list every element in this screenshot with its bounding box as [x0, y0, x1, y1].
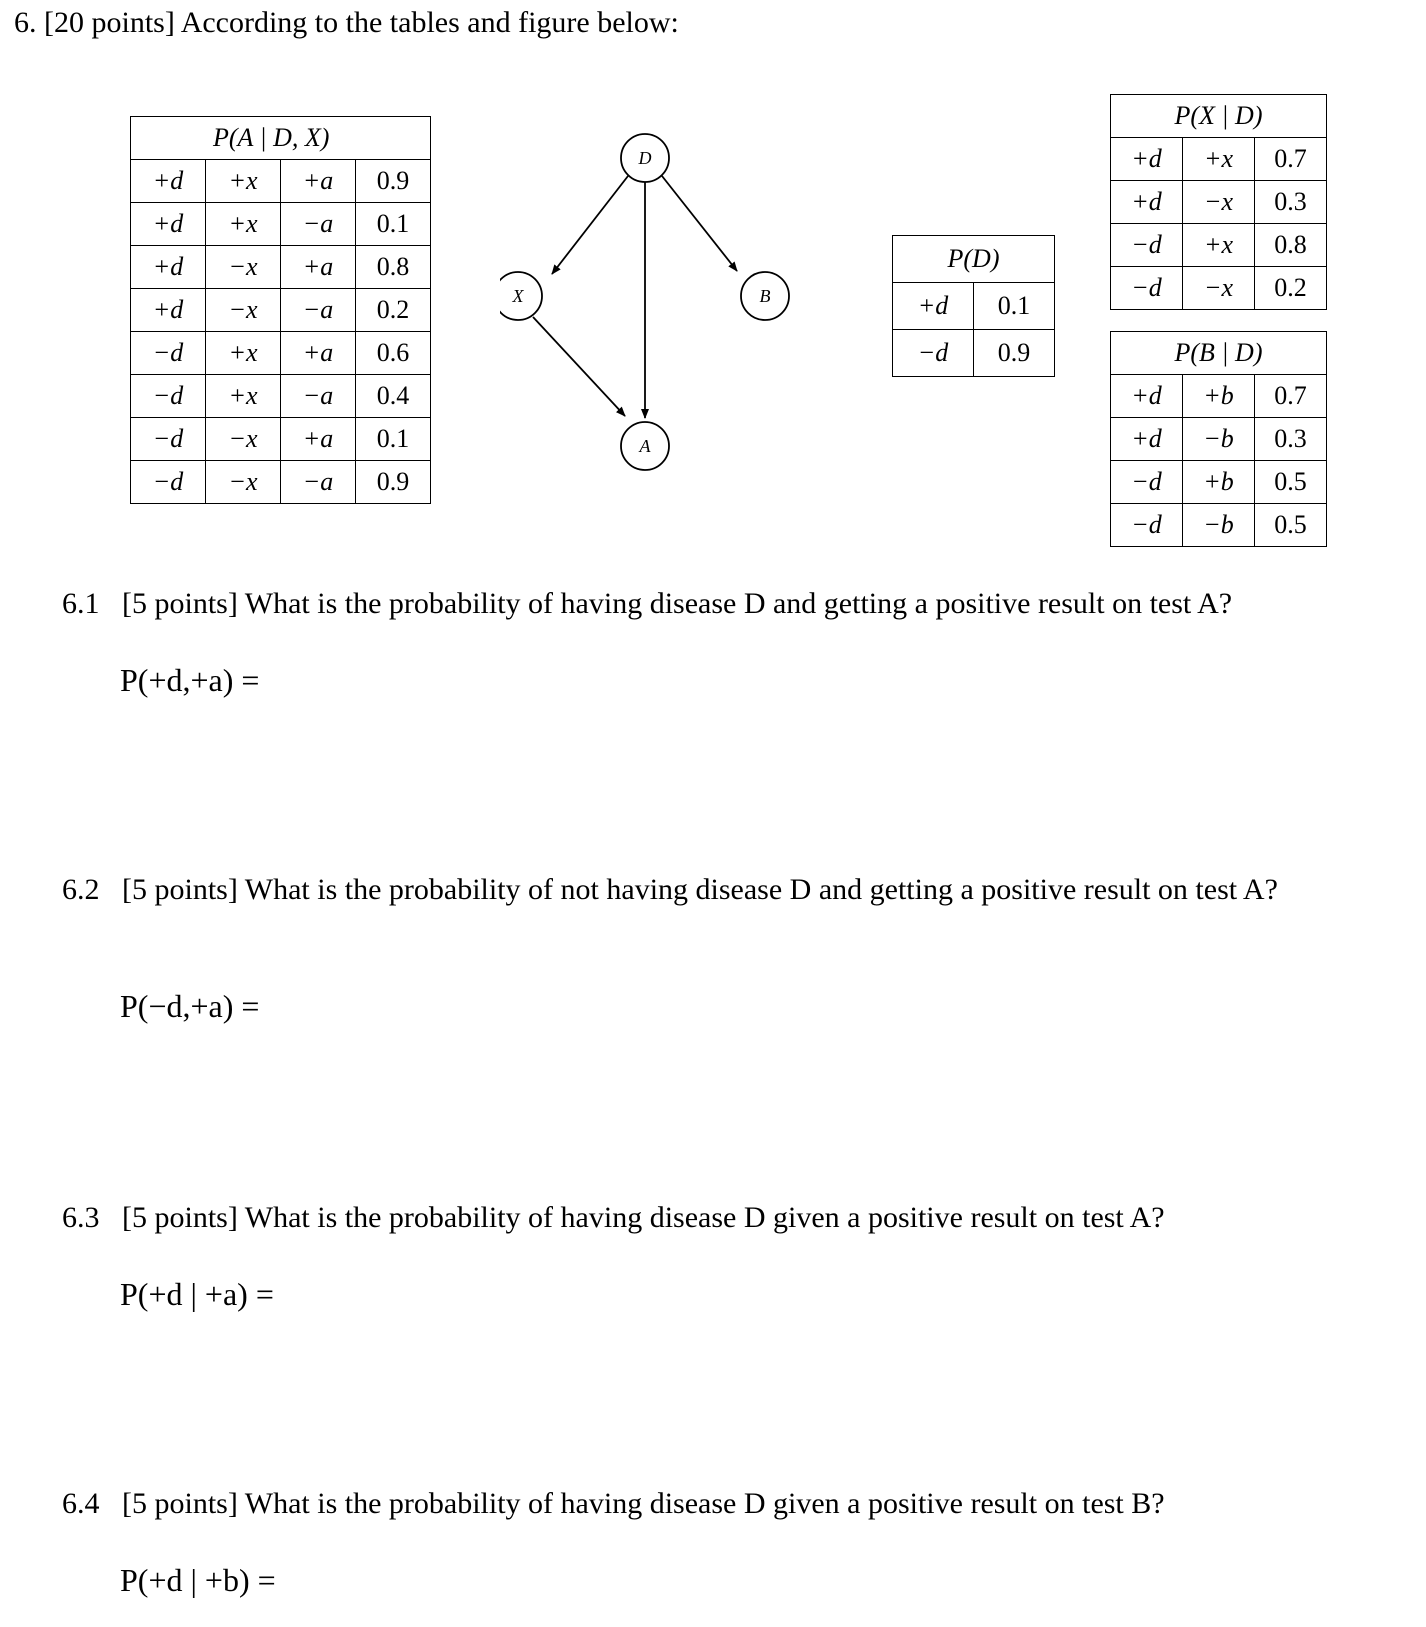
subquestion-text: [5 points] What is the probability of having disease D given a positive result on test A?	[122, 1201, 1165, 1234]
table-row	[1111, 461, 1327, 504]
node-a-label: A	[639, 436, 651, 456]
table-p-a-given-dx	[130, 116, 431, 504]
subquestion-number: 6.1	[62, 587, 100, 620]
table-cell: +d	[1111, 181, 1183, 224]
table-cell: −x	[206, 289, 281, 332]
table-row	[1111, 181, 1327, 224]
table-cell: 0.1	[356, 203, 431, 246]
table-row	[131, 289, 431, 332]
table-p-d	[892, 235, 1055, 377]
table-cell: +d	[893, 283, 974, 330]
edge-x-to-a	[533, 317, 625, 416]
subquestion-6-2	[62, 870, 1402, 910]
question-prompt: According to the tables and figure below:	[180, 6, 679, 39]
table-cell: +x	[206, 160, 281, 203]
table-cell: +x	[206, 332, 281, 375]
table-cell: +d	[131, 289, 206, 332]
question-heading	[14, 6, 679, 40]
table-row	[131, 246, 431, 289]
table-cell: +a	[281, 332, 356, 375]
table-row	[131, 375, 431, 418]
table-row	[131, 332, 431, 375]
table-cell: −d	[893, 330, 974, 377]
table-row	[1111, 418, 1327, 461]
table-cell: +b	[1183, 375, 1255, 418]
table-cell: −a	[281, 289, 356, 332]
table-cell: 0.6	[356, 332, 431, 375]
table-p-b-given-d	[1110, 331, 1327, 547]
table-cell: −d	[1111, 504, 1183, 547]
table-row	[1111, 375, 1327, 418]
table-cell: 0.2	[1255, 267, 1327, 310]
table-cell: +a	[281, 418, 356, 461]
node-x	[500, 272, 542, 320]
table-title: P(X | D)	[1111, 95, 1327, 138]
node-b-label: B	[759, 286, 771, 306]
table-cell: +d	[1111, 375, 1183, 418]
table-cell: +d	[131, 203, 206, 246]
table-row	[1111, 504, 1327, 547]
table-cell: −d	[131, 418, 206, 461]
subquestion-number: 6.4	[62, 1487, 100, 1520]
table-title: P(A | D, X)	[131, 117, 431, 160]
table-cell: −d	[131, 461, 206, 504]
node-x-label: X	[512, 286, 524, 306]
table-cell: 0.4	[356, 375, 431, 418]
table-cell: 0.9	[974, 330, 1055, 377]
table-cell: −x	[1183, 181, 1255, 224]
table-row	[131, 203, 431, 246]
node-b	[741, 272, 789, 320]
table-body	[893, 283, 1055, 377]
table-cell: 0.2	[356, 289, 431, 332]
node-d-label: D	[638, 148, 652, 168]
table-cell: −x	[206, 418, 281, 461]
edge-d-to-b	[662, 176, 737, 271]
table-cell: +a	[281, 246, 356, 289]
question-number: 6.	[14, 6, 37, 39]
subquestion-text: [5 points] What is the probability of having disease D and getting a positive result on test A?	[122, 587, 1233, 620]
subquestion-6-3	[62, 1198, 1402, 1238]
table-cell: 0.9	[356, 160, 431, 203]
table-cell: 0.7	[1255, 375, 1327, 418]
table-cell: −x	[206, 246, 281, 289]
edge-d-to-x	[552, 176, 628, 274]
table-cell: −d	[131, 332, 206, 375]
table-cell: +x	[1183, 224, 1255, 267]
table-cell: 0.1	[356, 418, 431, 461]
table-cell: −d	[1111, 224, 1183, 267]
node-d	[621, 134, 669, 182]
table-cell: −a	[281, 375, 356, 418]
table-body	[131, 160, 431, 504]
subquestion-6-4	[62, 1484, 1402, 1524]
table-cell: 0.5	[1255, 504, 1327, 547]
table-cell: +a	[281, 160, 356, 203]
table-cell: 0.5	[1255, 461, 1327, 504]
formula-6-4: P(+d | +b) =	[120, 1562, 276, 1598]
node-a	[621, 422, 669, 470]
table-cell: 0.3	[1255, 418, 1327, 461]
subquestion-text: [5 points] What is the probability of not having disease D and getting a positive result on test A?	[122, 873, 1278, 906]
table-row	[893, 283, 1055, 330]
subquestion-number: 6.3	[62, 1201, 100, 1234]
table-cell: +x	[206, 375, 281, 418]
table-cell: +x	[1183, 138, 1255, 181]
table-cell: 0.8	[1255, 224, 1327, 267]
table-cell: −d	[1111, 461, 1183, 504]
table-cell: −b	[1183, 504, 1255, 547]
table-title: P(D)	[893, 236, 1055, 283]
table-cell: +d	[131, 246, 206, 289]
question-points: [20 points]	[44, 6, 175, 39]
table-row	[131, 418, 431, 461]
table-row	[1111, 267, 1327, 310]
table-cell: −x	[1183, 267, 1255, 310]
table-row	[1111, 138, 1327, 181]
table-cell: +b	[1183, 461, 1255, 504]
table-cell: 0.8	[356, 246, 431, 289]
table-row	[131, 461, 431, 504]
formula-6-2: P(−d,+a) =	[120, 988, 260, 1024]
table-cell: −d	[1111, 267, 1183, 310]
table-title: P(B | D)	[1111, 332, 1327, 375]
table-cell: 0.1	[974, 283, 1055, 330]
table-row	[893, 330, 1055, 377]
table-cell: +d	[131, 160, 206, 203]
table-p-x-given-d	[1110, 94, 1327, 310]
table-cell: −b	[1183, 418, 1255, 461]
subquestion-6-1	[62, 584, 1402, 624]
table-cell: +x	[206, 203, 281, 246]
table-cell: +d	[1111, 418, 1183, 461]
table-cell: −x	[206, 461, 281, 504]
table-row	[1111, 224, 1327, 267]
table-body	[1111, 138, 1327, 310]
subquestion-number: 6.2	[62, 873, 100, 906]
bayes-net-diagram	[500, 130, 830, 490]
table-cell: −d	[131, 375, 206, 418]
table-cell: 0.7	[1255, 138, 1327, 181]
table-cell: −a	[281, 461, 356, 504]
table-cell: 0.3	[1255, 181, 1327, 224]
subquestion-text: [5 points] What is the probability of having disease D given a positive result on test B?	[122, 1487, 1165, 1520]
formula-6-1: P(+d,+a) =	[120, 662, 260, 698]
table-cell: 0.9	[356, 461, 431, 504]
table-row	[131, 160, 431, 203]
formula-6-3: P(+d | +a) =	[120, 1276, 274, 1312]
table-cell: +d	[1111, 138, 1183, 181]
table-cell: −a	[281, 203, 356, 246]
table-body	[1111, 375, 1327, 547]
